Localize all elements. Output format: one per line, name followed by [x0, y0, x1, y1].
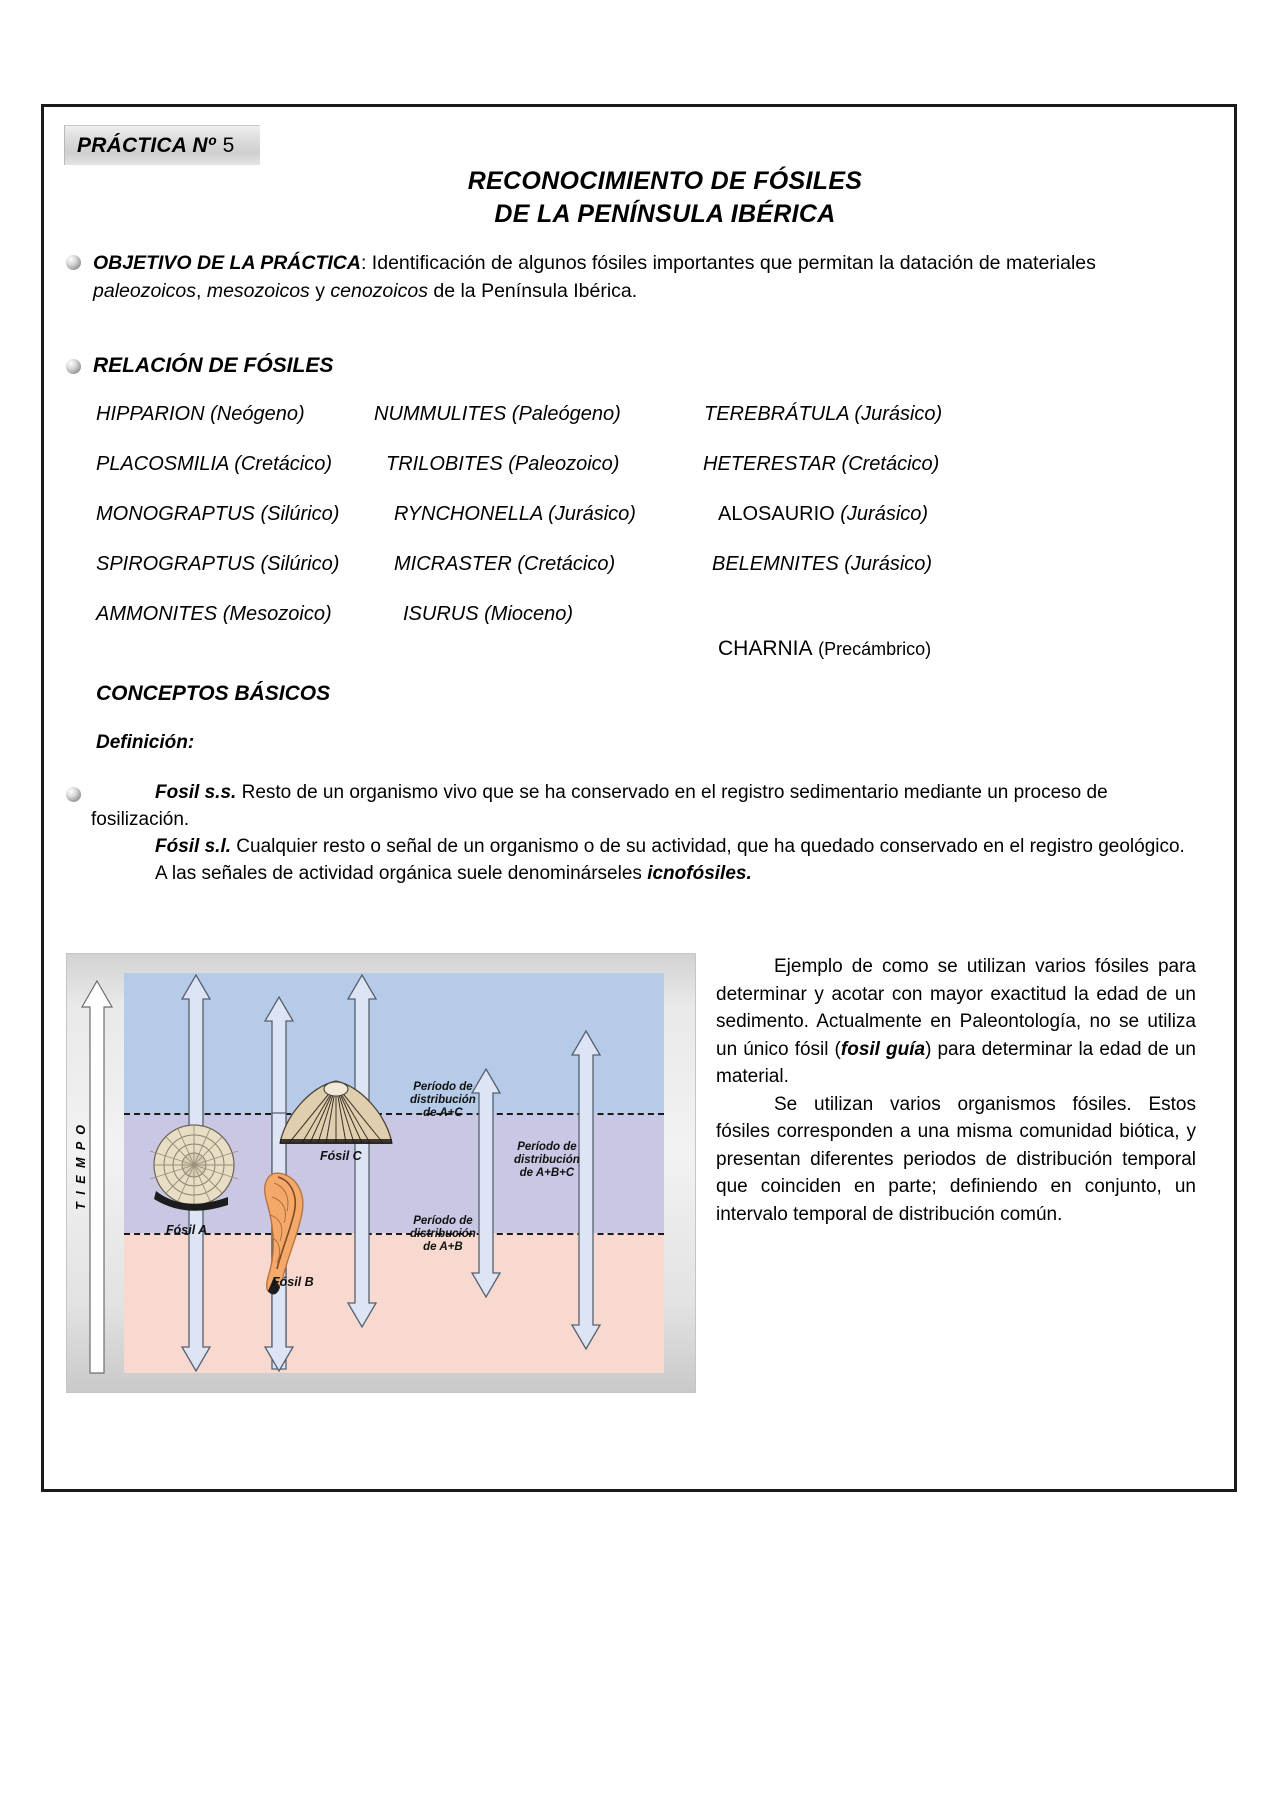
objective-section [66, 249, 1196, 305]
fossil-entry [704, 403, 942, 426]
fossil-distribution-diagram [66, 953, 696, 1393]
arrow-range-ac [472, 1069, 500, 1297]
fossil-period: (Mioceno) [484, 603, 574, 625]
range-ac-line2: distribución [410, 1094, 476, 1106]
range-ab-line3: de A+B [423, 1241, 463, 1253]
range-ac-line1: Período de [413, 1081, 473, 1093]
definition-2-term: Fósil s.l. [155, 836, 232, 857]
objective-em-cenozoicos: cenozoicos [330, 280, 428, 302]
explanation-text [716, 953, 1196, 1228]
objective-sep-1: , [195, 280, 207, 302]
ammonite-fossil-image [142, 1121, 252, 1217]
time-axis-label: T I E M P O [74, 1123, 88, 1210]
fossil-period: (Paleozoico) [508, 453, 620, 475]
objective-body-2: de la Península Ibérica. [427, 280, 638, 302]
fossil-list-heading-row [66, 354, 333, 378]
objective-em-mesozoicos: mesozoicos [206, 280, 310, 302]
fossil-entry [718, 503, 928, 526]
fossil-name: TRILOBITES [386, 453, 503, 475]
definition-1 [91, 779, 1191, 833]
definition-2-body: Cualquier resto o señal de un organismo o de su actividad, que ha quedado conservado en el registro geológico. [231, 836, 1185, 857]
fossil-period: (Paleógeno) [511, 403, 621, 425]
objective-heading: OBJETIVO DE LA PRÁCTICA [93, 252, 361, 274]
fossil-entry [96, 453, 386, 476]
fossil-period: (Precámbrico) [818, 639, 932, 659]
definition-3 [91, 860, 1191, 887]
range-abc-line3: de A+B+C [519, 1167, 575, 1179]
practice-badge-label: PRÁCTICA Nº [77, 133, 216, 157]
concepts-heading: CONCEPTOS BÁSICOS [96, 682, 331, 705]
bivalve-fossil-image [276, 1077, 396, 1151]
fossil-row [96, 453, 1196, 503]
definition-3-term: icnofósiles. [647, 863, 752, 884]
explanation-p1-post: ) para determinar la edad de un material. [716, 1038, 1196, 1087]
range-abc-line1: Período de [517, 1141, 577, 1153]
fossil-name: TEREBRÁTULA [704, 403, 849, 425]
range-ab-line1: Período de [413, 1215, 473, 1227]
fossil-entry [394, 503, 718, 526]
fossil-name: MONOGRAPTUS [96, 503, 255, 525]
fossil-period: (Cretácico) [234, 453, 332, 475]
fossil-row [96, 603, 1196, 660]
fossil-entry [703, 453, 939, 476]
fossil-period: (Jurásico) [548, 503, 636, 525]
definitions-block [66, 779, 1196, 887]
fossil-name: NUMMULITES [374, 403, 507, 425]
fossil-period: (Silúrico) [260, 503, 340, 525]
arrow-range-abc [572, 1031, 600, 1349]
definition-heading: Definición: [96, 732, 195, 753]
diagram-plot-area [124, 973, 664, 1373]
fossil-entry [96, 503, 394, 526]
explanation-paragraph-1 [716, 953, 1196, 1091]
fossil-period: (Jurásico) [854, 403, 943, 425]
fossil-row [96, 553, 1196, 603]
fossil-entry [96, 403, 374, 426]
range-label-ab [410, 1215, 476, 1254]
fossil-period: (Neógeno) [210, 403, 305, 425]
explanation-paragraph-2: Se utilizan varios organismos fósiles. Estos fósiles corresponden a una misma comunidad biótica, y presentan diferentes periodos de distribución temporal que coinciden en parte; definiendo en conjunto, un intervalo temporal de distribución común. [716, 1093, 1196, 1225]
document-page [41, 104, 1237, 1492]
range-label-ac [410, 1081, 476, 1120]
fossil-name: CHARNIA [718, 637, 813, 660]
bullet-sphere-icon [66, 787, 81, 802]
page-title-line1: RECONOCIMIENTO DE FÓSILES [467, 167, 863, 195]
fossil-period: (Cretácico) [841, 453, 940, 475]
bullet-sphere-icon [66, 359, 81, 374]
fossil-period: (Silúrico) [260, 553, 340, 575]
fossil-row [96, 503, 1196, 553]
definitions-text [91, 779, 1191, 887]
range-ac-line3: de A+C [423, 1107, 463, 1119]
definition-3-body: A las señales de actividad orgánica suele denominárseles [155, 863, 648, 884]
fossil-name: MICRASTER [394, 553, 512, 575]
fossil-entry [403, 603, 718, 626]
range-abc-line2: distribución [514, 1154, 580, 1166]
fossil-entry [386, 453, 703, 476]
fossil-name: BELEMNITES [712, 553, 839, 575]
definition-1-body: Resto de un organismo vivo que se ha conservado en el registro sedimentario mediante un proceso de fosilización. [91, 782, 1108, 830]
objective-em-paleozoicos: paleozoicos [93, 280, 196, 302]
fossil-name: HETERESTAR [703, 453, 836, 475]
bullet-sphere-icon [66, 255, 81, 270]
objective-sep-2: y [309, 280, 331, 302]
fossil-list [96, 403, 1196, 660]
explanation-p1-emphasis: fosil guía [840, 1038, 926, 1060]
fossil-period: (Jurásico) [840, 503, 929, 525]
fossil-period: (Jurásico) [844, 553, 933, 575]
practice-badge [64, 125, 260, 165]
fossil-list-heading: RELACIÓN DE FÓSILES [93, 354, 334, 377]
range-label-abc [514, 1141, 580, 1180]
fossil-entry [718, 637, 931, 661]
objective-body-1: : Identificación de algunos fósiles importantes que permitan la datación de materiales [360, 252, 1096, 274]
fossil-entry [96, 603, 403, 626]
page-title [44, 165, 1234, 231]
fossil-name: PLACOSMILIA [96, 453, 229, 475]
fossil-c-label: Fósil C [320, 1149, 362, 1163]
fossil-entry [96, 553, 394, 576]
fossil-entry [712, 553, 932, 576]
fossil-b-label: Fósil B [272, 1275, 314, 1289]
fossil-name: SPIROGRAPTUS [96, 553, 255, 575]
fossil-row [96, 403, 1196, 453]
fossil-name: RYNCHONELLA [394, 503, 543, 525]
fossil-a-label: Fósil A [166, 1223, 208, 1237]
fossil-entry [374, 403, 704, 426]
objective-text [93, 249, 1196, 305]
fossil-name: ALOSAURIO [718, 503, 835, 525]
fossil-period: (Mesozoico) [222, 603, 332, 625]
definition-2 [91, 833, 1191, 860]
range-ab-line2: distribución [410, 1228, 476, 1240]
fossil-name: AMMONITES [96, 603, 218, 625]
definition-1-term: Fosil s.s. [155, 782, 237, 803]
fossil-name: ISURUS [403, 603, 479, 625]
fossil-name: HIPPARION [96, 403, 205, 425]
page-title-line2: DE LA PENÍNSULA IBÉRICA [494, 200, 836, 228]
fossil-entry [394, 553, 712, 576]
explanation-p1-pre: Ejemplo de como se utilizan varios fósiles para determinar y acotar con mayor exactitud la edad de un sedimento. Actualmente en Paleontología, no se utiliza un único fósil ( [716, 956, 1196, 1060]
practice-badge-number: 5 [222, 133, 235, 157]
fossil-period: (Cretácico) [517, 553, 616, 575]
